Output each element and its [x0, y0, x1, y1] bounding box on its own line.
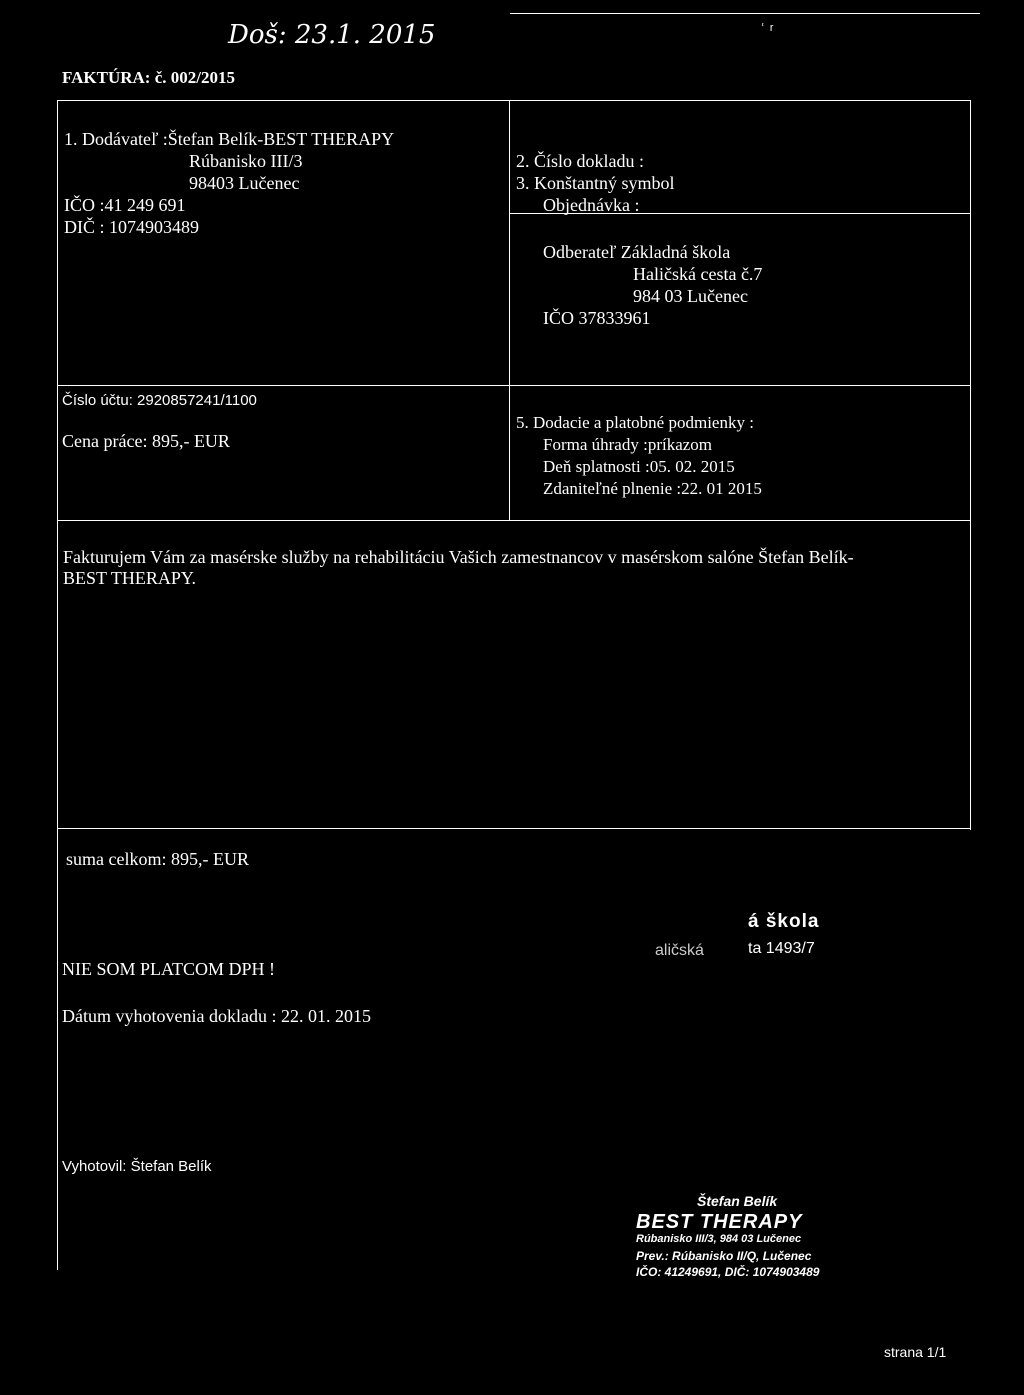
received-stamp-line-2-left: aličská	[655, 942, 704, 959]
company-stamp-brand: BEST THERAPY	[636, 1211, 803, 1233]
invoice-title: FAKTÚRA: č. 002/2015	[62, 68, 235, 87]
description-divider	[57, 520, 971, 521]
received-stamp-line-1: á škola	[748, 911, 820, 932]
sum-total: suma celkom: 895,- EUR	[66, 849, 249, 869]
sum-divider	[57, 828, 971, 829]
work-price: Cena práce: 895,- EUR	[62, 431, 230, 451]
received-stamp-line-2-right: ta 1493/7	[748, 940, 815, 957]
account-section-divider	[57, 385, 971, 386]
doc-number-label: 2. Číslo dokladu :	[516, 151, 645, 171]
due-date: Deň splatnosti :05. 02. 2015	[543, 457, 735, 476]
corner-marks: ʿ ʳ	[760, 22, 774, 39]
box-right-border	[970, 100, 971, 830]
payment-method: Forma úhrady :príkazom	[543, 435, 713, 454]
payment-terms-title: 5. Dodacie a platobné podmienky :	[516, 413, 754, 432]
top-rule	[510, 13, 980, 14]
box-middle-divider	[509, 100, 510, 520]
description-line-1: Fakturujem Vám za masérske služby na rehabilitáciu Vašich zamestnancov v masérskom salóne Štefan Belík-	[63, 547, 854, 567]
box-top-border	[57, 100, 971, 101]
company-stamp-address: Rúbanisko III/3, 984 03 Lučenec	[636, 1233, 802, 1245]
customer-ico: IČO 37833961	[543, 308, 651, 328]
constant-symbol-label: 3. Konštantný symbol	[516, 173, 675, 193]
bank-account: Číslo účtu: 2920857241/1100	[62, 392, 257, 409]
handwritten-date-note: Doš: 23.1. 2015	[228, 20, 436, 50]
issue-date: Dátum vyhotovenia dokladu : 22. 01. 2015	[62, 1006, 371, 1026]
supplier-dic: DIČ : 1074903489	[64, 217, 199, 237]
issued-by: Vyhotovil: Štefan Belík	[62, 1158, 212, 1175]
page-number: strana 1/1	[884, 1344, 947, 1360]
box-left-border	[57, 100, 58, 1270]
supplier-street: Rúbanisko III/3	[189, 151, 303, 171]
vat-note: NIE SOM PLATCOM DPH !	[62, 959, 276, 979]
company-stamp-branch: Prev.: Rúbanisko II/Q, Lučenec	[636, 1249, 812, 1263]
supplier-city: 98403 Lučenec	[189, 173, 300, 193]
supplier-label: 1. Dodávateľ :Štefan Belík-BEST THERAPY	[64, 129, 395, 149]
company-stamp-ids: IČO: 41249691, DIČ: 1074903489	[636, 1265, 820, 1279]
description-line-2: BEST THERAPY.	[63, 568, 197, 588]
order-label: Objednávka :	[543, 195, 640, 215]
taxable-date: Zdaniteľné plnenie :22. 01 2015	[543, 479, 762, 498]
customer-city: 984 03 Lučenec	[633, 286, 748, 306]
company-stamp-name: Štefan Belík	[697, 1193, 778, 1209]
customer-street: Haličská cesta č.7	[633, 264, 763, 284]
supplier-ico: IČO :41 249 691	[64, 195, 186, 215]
customer-name: Odberateľ Základná škola	[543, 242, 731, 262]
